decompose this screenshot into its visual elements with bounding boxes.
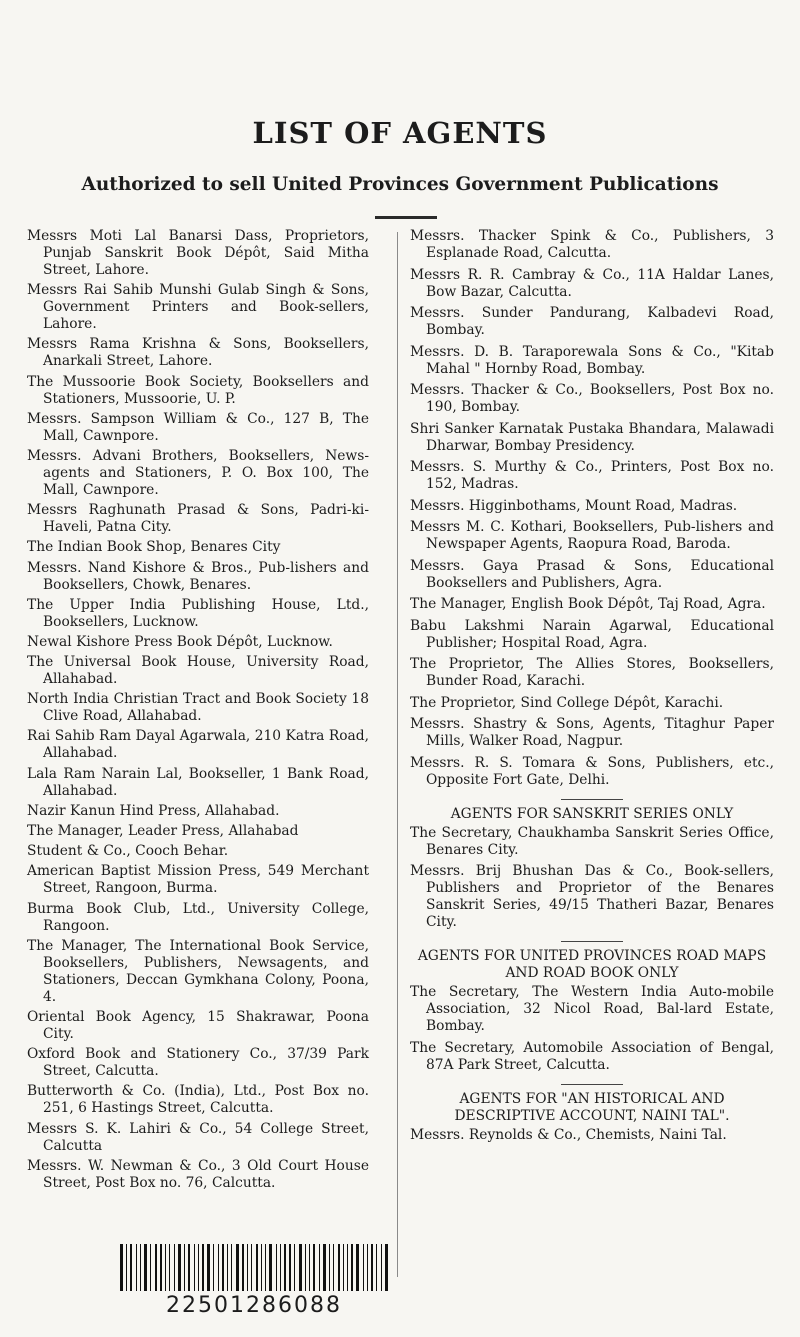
historical-section-heading: AGENTS FOR "AN HISTORICAL AND DESCRIPTIVE ACCOUNT, NAINI TAL".	[454, 1090, 730, 1124]
agent-entry: The Universal Book House, University Road, Allahabad.	[27, 654, 369, 688]
barcode-bar	[261, 1244, 262, 1291]
agent-entry: The Proprietor, Sind College Dépôt, Karachi.	[410, 694, 724, 711]
barcode-bar	[338, 1244, 340, 1291]
agent-entry: Messrs M. C. Kothari, Booksellers, Pub-lishers and Newspaper Agents, Raopura Road, Baroda.	[410, 519, 774, 552]
barcode-bar	[299, 1244, 302, 1291]
agent-entry: Oxford Book and Stationery Co., 37/39 Park Street, Calcutta.	[27, 1046, 369, 1080]
barcode-bar	[265, 1244, 266, 1291]
barcode-bar	[236, 1244, 239, 1291]
agent-entry: Rai Sahib Ram Dayal Agarwala, 210 Katra Road, Allahabad.	[27, 728, 369, 762]
barcode-bar	[155, 1244, 157, 1291]
column-divider	[397, 232, 398, 1277]
barcode-bar	[160, 1244, 162, 1291]
agent-entry: Messrs. Sunder Pandurang, Kalbadevi Road, Bombay.	[410, 305, 774, 338]
page-subtitle: Authorized to sell United Provinces Government Publications	[81, 174, 719, 195]
agent-entry: Messrs Raghunath Prasad & Sons, Padri-ki-Haveli, Patna City.	[27, 502, 369, 536]
barcode-bar	[136, 1244, 137, 1291]
barcode-bar	[198, 1244, 199, 1291]
agent-entry: Nazir Kanun Hind Press, Allahabad.	[27, 802, 280, 819]
barcode-bar	[120, 1244, 123, 1291]
barcode-bar	[178, 1244, 181, 1291]
barcode-bar	[381, 1244, 382, 1291]
barcode-bar	[371, 1244, 373, 1291]
agent-entry: Newal Kishore Press Book Dépôt, Lucknow.	[27, 633, 333, 650]
agent-entry: The Upper India Publishing House, Ltd., Booksellers, Lucknow.	[27, 596, 369, 630]
barcode-bar	[319, 1244, 320, 1291]
section-rule	[561, 799, 623, 800]
agent-entry: American Baptist Mission Press, 549 Merchant Street, Rangoon, Burma.	[27, 863, 369, 897]
agent-entry: Messrs R. R. Cambray & Co., 11A Haldar Lanes, Bow Bazar, Calcutta.	[410, 266, 774, 300]
agent-entry: Messrs. S. Murthy & Co., Printers, Post Box no. 152, Madras.	[410, 459, 774, 492]
agent-entry: The Proprietor, The Allies Stores, Booksellers, Bunder Road, Karachi.	[410, 656, 774, 689]
barcode-bar	[231, 1244, 232, 1291]
barcode-bar	[280, 1244, 281, 1291]
agent-entry: Messrs Rai Sahib Munshi Gulab Singh & Sons, Government Printers and Book-sellers, Lahore.	[27, 282, 369, 333]
section-rule	[561, 1084, 623, 1085]
agent-entry: Messrs. Thacker Spink & Co., Publishers, 3 Esplanade Road, Calcutta.	[410, 228, 774, 261]
barcode-bar	[251, 1244, 252, 1291]
barcode-bar	[333, 1244, 334, 1291]
barcode-bar	[218, 1244, 219, 1291]
maps-section-heading: AGENTS FOR UNITED PROVINCES ROAD MAPS AND ROAD BOOK ONLY	[417, 948, 767, 981]
barcode-number: 22501286088	[166, 1293, 342, 1318]
barcode-bar	[376, 1244, 377, 1291]
agent-entry: Messrs. Sampson William & Co., 127 B, The Mall, Cawnpore.	[27, 410, 369, 444]
barcode-bar	[289, 1244, 291, 1291]
agent-entry: Burma Book Club, Ltd., University College, Rangoon.	[27, 900, 369, 934]
barcode-bar	[356, 1244, 359, 1291]
barcode-bar	[323, 1244, 326, 1291]
barcode-bar	[247, 1244, 248, 1291]
agent-entry: The Manager, Leader Press, Allahabad	[27, 823, 299, 839]
barcode-bar	[269, 1244, 272, 1291]
title-rule	[375, 216, 437, 219]
agent-entry: The Manager, The International Book Service, Booksellers, Publishers, Newsagents, and Stationers, Deccan Gymkhana Colony, Poona, 4.	[27, 937, 369, 1005]
barcode-bar	[169, 1244, 170, 1291]
agent-entry: Lala Ram Narain Lal, Bookseller, 1 Bank Road, Allahabad.	[27, 765, 369, 799]
agent-entry: Messrs. W. Newman & Co., 3 Old Court House Street, Post Box no. 76, Calcutta.	[27, 1157, 369, 1191]
agent-entry: Butterworth & Co. (India), Ltd., Post Box no. 251, 6 Hastings Street, Calcutta.	[27, 1083, 369, 1117]
barcode-bar	[165, 1244, 166, 1291]
barcode-bar	[227, 1244, 228, 1291]
barcode-bar	[213, 1244, 214, 1291]
agent-entry: Oriental Book Agency, 15 Shakrawar, Poona City.	[27, 1008, 369, 1042]
agent-entry: Messrs. R. S. Tomara & Sons, Publishers, etc., Opposite Fort Gate, Delhi.	[410, 754, 774, 788]
barcode-bar	[144, 1244, 147, 1291]
barcode-bar	[130, 1244, 132, 1291]
agent-entry: The Indian Book Shop, Benares City	[27, 539, 281, 556]
agent-entry: The Secretary, The Western India Auto-mobile Association, 32 Nicol Road, Bal-lard Estate, Bombay.	[410, 984, 774, 1034]
barcode-bar	[150, 1244, 151, 1291]
barcode-bar	[256, 1244, 258, 1291]
agent-entry: Messrs. Advani Brothers, Booksellers, News-agents and Stationers, P. O. Box 100, The Mall, Cawnpore.	[27, 447, 369, 498]
barcode-bar	[276, 1244, 277, 1291]
sanskrit-section-heading: AGENTS FOR SANSKRIT SERIES ONLY	[450, 805, 734, 822]
right-agent-list	[410, 228, 774, 1148]
agent-entry: Messrs. Shastry & Sons, Agents, Titaghur Paper Mills, Walker Road, Nagpur.	[410, 716, 774, 749]
agent-entry: Messrs. Brij Bhushan Das & Co., Book-sellers, Publishers and Proprietor of the Benares Sanskrit Series, 49/15 Thatheri Bazar, Benares City.	[410, 863, 774, 930]
barcode-bar	[343, 1244, 344, 1291]
barcode-bar	[174, 1244, 175, 1291]
agent-entry: Messrs. Nand Kishore & Bros., Pub-lishers and Booksellers, Chowk, Benares.	[27, 559, 369, 593]
barcode	[120, 1244, 388, 1291]
barcode-bar	[309, 1244, 310, 1291]
agent-entry: Messrs. Gaya Prasad & Sons, Educational Booksellers and Publishers, Agra.	[410, 557, 774, 591]
agent-entry: Messrs Rama Krishna & Sons, Booksellers, Anarkali Street, Lahore.	[27, 336, 369, 370]
agent-entry: Messrs Moti Lal Banarsi Dass, Proprietors, Punjab Sanskrit Book Dépôt, Said Mitha Street, Lahore.	[27, 228, 369, 278]
barcode-bar	[329, 1244, 330, 1291]
barcode-bar	[305, 1244, 306, 1291]
agent-entry: The Secretary, Automobile Association of Bengal, 87A Park Street, Calcutta.	[410, 1039, 774, 1073]
barcode-bar	[184, 1244, 185, 1291]
left-agent-list	[27, 228, 369, 1195]
agent-entry: Messrs. Reynolds & Co., Chemists, Naini Tal.	[410, 1126, 727, 1143]
barcode-bar	[385, 1244, 388, 1291]
barcode-bar	[202, 1244, 204, 1291]
barcode-bar	[284, 1244, 286, 1291]
agent-entry: Shri Sanker Karnatak Pustaka Bhandara, Malawadi Dharwar, Bombay Presidency.	[410, 420, 774, 454]
agent-entry: Messrs. Higginbothams, Mount Road, Madras.	[410, 497, 738, 514]
section-rule	[561, 941, 623, 942]
barcode-bar	[367, 1244, 368, 1291]
barcode-bar	[313, 1244, 315, 1291]
barcode-bar	[363, 1244, 364, 1291]
barcode-bar	[126, 1244, 127, 1291]
barcode-bar	[194, 1244, 195, 1291]
barcode-bar	[188, 1244, 190, 1291]
agent-entry: The Mussoorie Book Society, Booksellers and Stationers, Mussoorie, U. P.	[27, 373, 369, 407]
agent-entry: The Secretary, Chaukhamba Sanskrit Series Office, Benares City.	[410, 824, 774, 858]
page-title: LIST OF AGENTS	[252, 116, 548, 150]
barcode-bar	[347, 1244, 348, 1291]
agent-entry: Messrs. D. B. Taraporewala Sons & Co., "Kitab Mahal " Hornby Road, Bombay.	[410, 343, 774, 377]
agent-entry: Student & Co., Cooch Behar.	[27, 843, 229, 860]
barcode-bar	[242, 1244, 244, 1291]
barcode-bar	[222, 1244, 224, 1291]
barcode-bar	[140, 1244, 141, 1291]
agent-entry: Messrs. Thacker & Co., Booksellers, Post Box no. 190, Bombay.	[410, 382, 774, 415]
barcode-bar	[207, 1244, 210, 1291]
barcode-bar	[294, 1244, 295, 1291]
barcode-bar	[351, 1244, 353, 1291]
agent-entry: Messrs S. K. Lahiri & Co., 54 College Street, Calcutta	[27, 1120, 369, 1154]
agent-entry: The Manager, English Book Dépôt, Taj Road, Agra.	[410, 596, 766, 612]
agent-entry: North India Christian Tract and Book Society 18 Clive Road, Allahabad.	[27, 691, 369, 725]
agent-entry: Babu Lakshmi Narain Agarwal, Educational Publisher; Hospital Road, Agra.	[410, 617, 774, 651]
